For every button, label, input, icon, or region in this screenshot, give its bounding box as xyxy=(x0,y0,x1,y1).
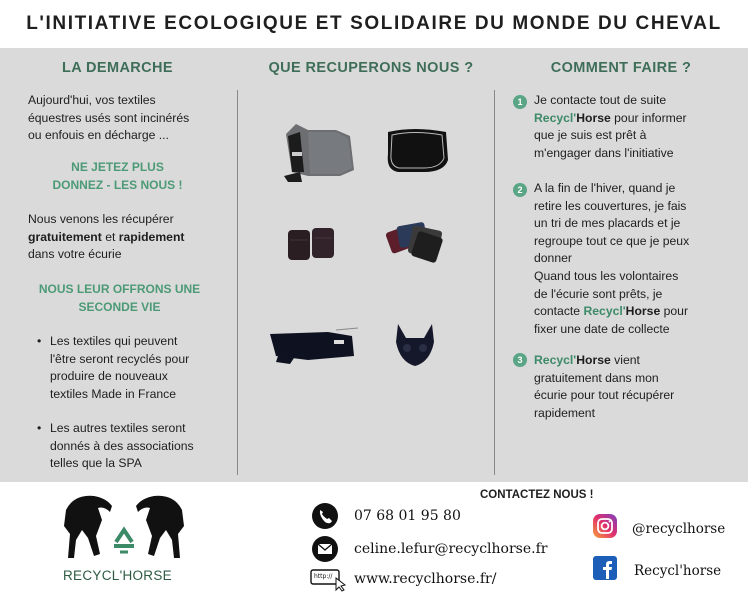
email-address[interactable]: celine.lefur@recyclhorse.fr xyxy=(354,541,548,557)
logo-text: RECYCL'HORSE xyxy=(63,568,172,583)
email-icon xyxy=(310,534,340,564)
email-row[interactable] xyxy=(310,534,547,564)
step-3-text: Recycl'Horse vient gratuitement dans mon écurie pour tout récupérer rapidement xyxy=(534,353,675,420)
bullet-recycles: • Les textiles qui peuvent l'être seront recyclés pour produire de nouveaux textiles Made in France xyxy=(37,334,190,401)
horse-logo xyxy=(60,490,188,566)
step-2-badge: 2 xyxy=(513,183,527,197)
step-3-badge: 3 xyxy=(513,353,527,367)
contact-title: CONTACTEZ NOUS ! xyxy=(480,489,594,501)
web-icon xyxy=(310,564,346,594)
instagram-row[interactable] xyxy=(592,513,725,544)
facebook-icon xyxy=(592,555,618,586)
bullet-associations: • Les autres textiles seront donnés à des associations telles que la SPA xyxy=(37,421,194,471)
collect-text: Nous venons les récupérer gratuitement et rapidement dans votre écurie xyxy=(28,212,185,262)
horse-blanket-image xyxy=(278,120,358,184)
phone-icon xyxy=(310,501,340,531)
fly-bonnet-image xyxy=(392,320,438,370)
heading-comment-faire: COMMENT FAIRE ? xyxy=(550,60,692,76)
phone-number[interactable]: 07 68 01 95 80 xyxy=(354,508,461,524)
facebook-row[interactable] xyxy=(592,555,721,586)
step-1-badge: 1 xyxy=(513,95,527,109)
page-title: L'INITIATIVE ECOLOGIQUE ET SOLIDAIRE DU MONDE DU CHEVAL xyxy=(26,13,722,34)
heading-recuperons: QUE RECUPERONS NOUS ? xyxy=(268,60,474,76)
heading-demarche: LA DEMARCHE xyxy=(62,60,173,76)
website-link[interactable]: www.recyclhorse.fr/ xyxy=(354,571,497,587)
column-divider-left xyxy=(237,90,238,475)
saddle-pad-image xyxy=(384,124,452,176)
instagram-handle[interactable]: @recyclhorse xyxy=(632,520,726,537)
intro-text: Aujourd'hui, vos textiles équestres usés sont incinérés ou enfouis en décharge ... xyxy=(28,93,190,143)
phone-row[interactable] xyxy=(310,501,461,531)
step-1-text: Je contacte tout de suite Recycl'Horse pour informer que je suis est prêt à m'engager dans l'initiative xyxy=(534,93,687,160)
bandages-image xyxy=(286,226,338,262)
recycle-icon xyxy=(114,530,134,552)
saddle-pads-pile-image xyxy=(384,220,450,270)
horse-rug-image xyxy=(268,326,360,366)
website-row[interactable] xyxy=(310,564,496,594)
column-divider-right xyxy=(494,90,495,475)
facebook-page[interactable]: Recycl'horse xyxy=(634,562,722,579)
callout-donnez: NE JETEZ PLUS DONNEZ - LES NOUS ! xyxy=(52,160,183,192)
instagram-icon xyxy=(592,513,618,544)
callout-seconde-vie: NOUS LEUR OFFRONS UNE SECONDE VIE xyxy=(38,282,201,314)
web-icon-text: http:// xyxy=(314,573,333,580)
step-2-text: A la fin de l'hiver, quand je retire les couvertures, je fais un tri de mes placards et je regroupe tout ce que je peux donner Quand tous les volontaires de l'écurie sont prêts, je contacte Recycl'Horse pour fixer une date de collecte xyxy=(534,181,690,336)
